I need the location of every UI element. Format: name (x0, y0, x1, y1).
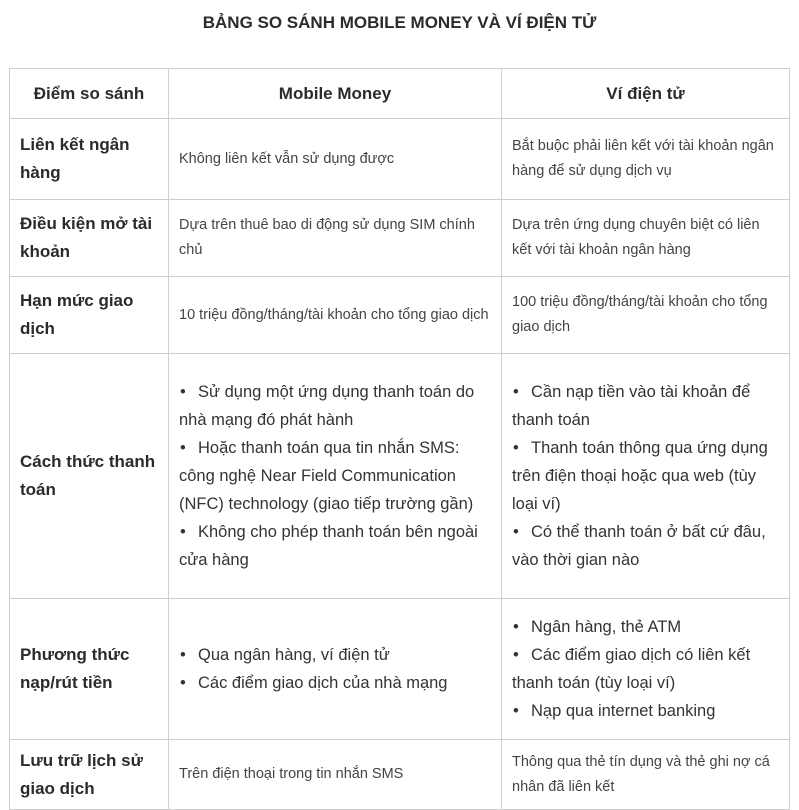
list-item (179, 641, 491, 669)
list-item (512, 518, 779, 574)
list-item (512, 641, 779, 697)
bullet-icon: • (180, 674, 186, 692)
row-criteria: Điều kiện mở tài khoản (10, 200, 169, 277)
list-item (512, 613, 779, 641)
list-item-text: Ngân hàng, thẻ ATM (531, 618, 682, 636)
bullet-icon: • (513, 383, 519, 401)
list-item-text: Các điểm giao dịch của nhà mạng (198, 674, 448, 692)
cell-mobile-money: Không liên kết vẫn sử dụng được (169, 119, 502, 200)
list-item (179, 669, 491, 697)
table-row-account-conditions (10, 200, 790, 277)
cell-mobile-money: 10 triệu đồng/tháng/tài khoản cho tổng giao dịch (169, 277, 502, 354)
bullet-list (179, 378, 491, 574)
cell-e-wallet: Dựa trên ứng dụng chuyên biệt có liên kết với tài khoản ngân hàng (502, 200, 790, 277)
page-title: BẢNG SO SÁNH MOBILE MONEY VÀ VÍ ĐIỆN TỬ (202, 13, 597, 32)
list-item-text: Nạp qua internet banking (531, 702, 716, 720)
list-item (512, 697, 779, 725)
row-criteria: Cách thức thanh toán (10, 354, 169, 599)
bullet-icon: • (513, 646, 519, 664)
bullet-icon: • (180, 523, 186, 541)
row-criteria: Liên kết ngân hàng (10, 119, 169, 200)
comparison-table (9, 68, 790, 810)
table-row-transaction-limit (10, 277, 790, 354)
row-criteria: Lưu trữ lịch sử giao dịch (10, 740, 169, 810)
bullet-icon: • (180, 646, 186, 664)
list-item-text: Thanh toán thông qua ứng dụng trên điện thoại hoặc qua web (tùy loại ví) (512, 439, 768, 513)
cell-mobile-money (169, 354, 502, 599)
cell-mobile-money: Dựa trên thuê bao di động sử dụng SIM chính chủ (169, 200, 502, 277)
table-row-bank-link (10, 119, 790, 200)
row-criteria: Phương thức nạp/rút tiền (10, 599, 169, 740)
row-criteria: Hạn mức giao dịch (10, 277, 169, 354)
list-item-text: Có thể thanh toán ở bất cứ đâu, vào thời gian nào (512, 523, 766, 569)
table-row-deposit-withdraw (10, 599, 790, 740)
list-item-text: Cần nạp tiền vào tài khoản để thanh toán (512, 383, 751, 429)
cell-e-wallet: Thông qua thẻ tín dụng và thẻ ghi nợ cá nhân đã liên kết (502, 740, 790, 810)
table-header-row (10, 69, 790, 119)
bullet-icon: • (513, 523, 519, 541)
bullet-icon: • (513, 439, 519, 457)
list-item (179, 518, 491, 574)
cell-e-wallet (502, 354, 790, 599)
list-item (512, 434, 779, 518)
list-item-text: Sử dụng một ứng dụng thanh toán do nhà mạng đó phát hành (179, 383, 475, 429)
header-mobile-money: Mobile Money (169, 69, 502, 119)
list-item-text: Không cho phép thanh toán bên ngoài cửa hàng (179, 523, 478, 569)
list-item-text: Qua ngân hàng, ví điện tử (198, 646, 390, 664)
cell-e-wallet: Bắt buộc phải liên kết với tài khoản ngân hàng để sử dụng dịch vụ (502, 119, 790, 200)
bullet-icon: • (180, 383, 186, 401)
list-item (179, 434, 491, 518)
bullet-list (512, 613, 779, 725)
bullet-icon: • (180, 439, 186, 457)
list-item-text: Các điểm giao dịch có liên kết thanh toán (tùy loại ví) (512, 646, 751, 692)
list-item (179, 378, 491, 434)
cell-mobile-money: Trên điện thoại trong tin nhắn SMS (169, 740, 502, 810)
cell-e-wallet: 100 triệu đồng/tháng/tài khoản cho tổng giao dịch (502, 277, 790, 354)
bullet-icon: • (513, 702, 519, 720)
cell-mobile-money (169, 599, 502, 740)
table-row-payment-methods (10, 354, 790, 599)
bullet-list (179, 641, 491, 697)
cell-e-wallet (502, 599, 790, 740)
bullet-icon: • (513, 618, 519, 636)
header-criteria: Điểm so sánh (10, 69, 169, 119)
bullet-list (512, 378, 779, 574)
header-e-wallet: Ví điện tử (502, 69, 790, 119)
table-row-history-storage (10, 740, 790, 810)
list-item-text: Hoặc thanh toán qua tin nhắn SMS: công nghệ Near Field Communication (NFC) technology (giao tiếp trường gần) (179, 439, 474, 513)
list-item (512, 378, 779, 434)
